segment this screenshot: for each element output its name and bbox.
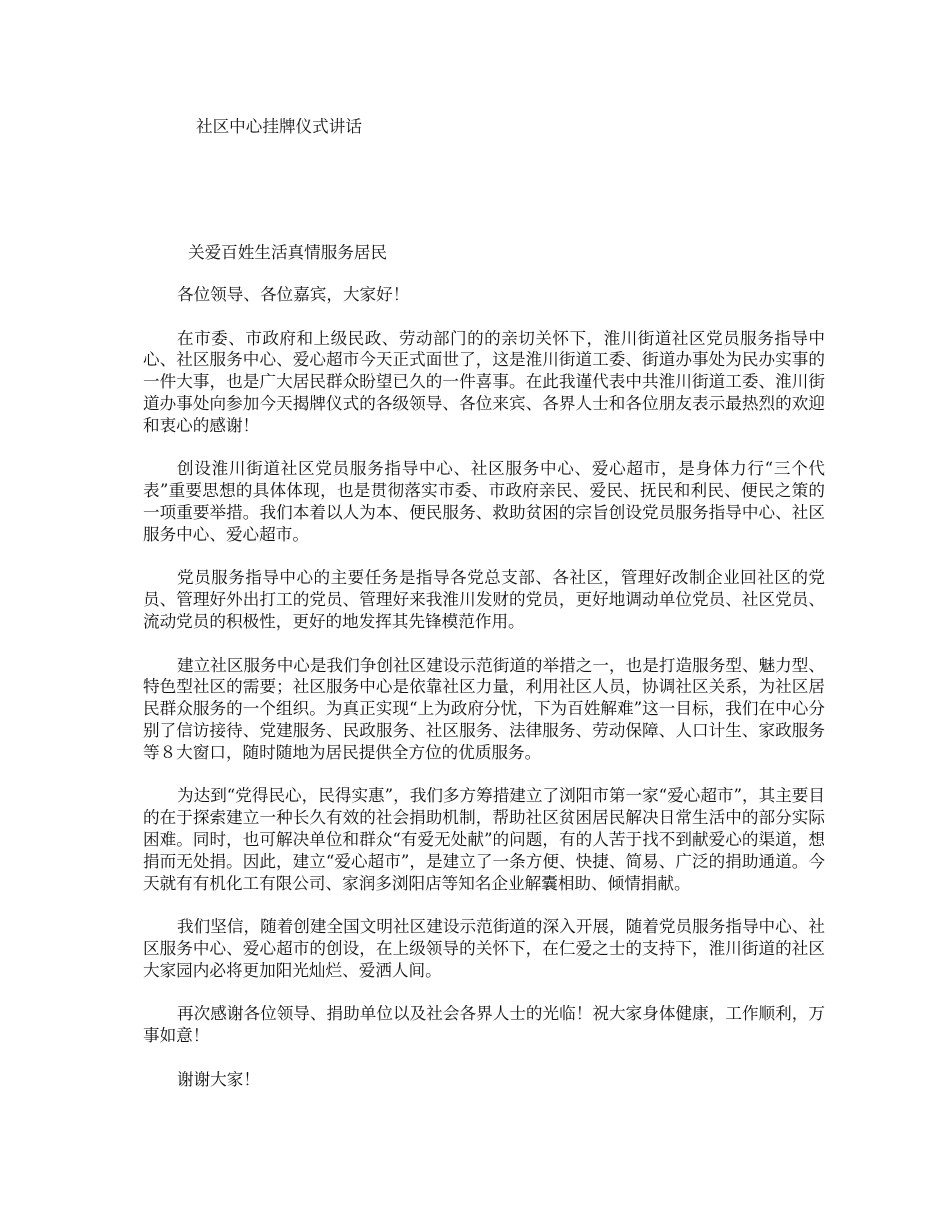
greeting: 各位领导、各位嘉宾，大家好！ — [177, 285, 410, 304]
paragraph-2: 创设淮川街道社区党员服务指导中心、社区服务中心、爱心超市，是身体力行“三个代表”重要思想的具体体现，也是贯彻落实市委、市政府亲民、爱民、抚民和利民、便民之策的一项重要举措。我们本着以人为本、便民服务、救助贫困的宗旨创设党员服务指导中心、社区服务中心、爱心超市。 — [143, 459, 825, 544]
paragraph-6: 我们坚信，随着创建全国文明社区建设示范街道的深入开展，随着党员服务指导中心、社区服务中心、爱心超市的创设，在上级领导的关怀下，在仁爱之士的支持下，淮川街道的社区大家园内必将更加阳光灿烂、爱洒人间。 — [143, 917, 825, 980]
closing: 谢谢大家！ — [177, 1069, 260, 1089]
paragraph-4: 建立社区服务中心是我们争创社区建设示范街道的举措之一，也是打造服务型、魅力型、特色型社区的需要；社区服务中心是依靠社区力量，利用社区人员，协调社区关系，为社区居民群众服务的一个组织。为真正实现“上为政府分忧，下为百姓解难”这一目标，我们在中心分别了信访接待、党建服务、民政服务、社区服务、法律服务、劳动保障、人口计生、家政服务等８大窗口，随时随地为居民提供全方位的优质服务。 — [143, 655, 825, 762]
document-title: 社区中心挂牌仪式讲话 — [196, 117, 362, 136]
paragraph-3: 党员服务指导中心的主要任务是指导各党总支部、各社区，管理好改制企业回社区的党员、管理好外出打工的党员、管理好来我淮川发财的党员，更好地调动单位党员、社区党员、流动党员的积极性，更好的地发挥其先锋模范作用。 — [143, 568, 825, 631]
paragraph-7: 再次感谢各位领导、捐助单位以及社会各界人士的光临！祝大家身体健康，工作顺利，万事如意！ — [143, 1004, 825, 1046]
document-body — [143, 284, 825, 1112]
paragraph-1: 在市委、市政府和上级民政、劳动部门的的亲切关怀下，淮川街道社区党员服务指导中心、社区服务中心、爱心超市今天正式面世了，这是淮川街道工委、街道办事处为民办实事的一件大事，也是广大居民群众盼望已久的一件喜事。在此我谨代表中共淮川街道工委、淮川街道办事处向参加今天揭牌仪式的各级领导、各位来宾、各界人士和各位朋友表示最热烈的欢迎和衷心的感谢！ — [143, 328, 825, 435]
document-subtitle: 关爱百姓生活真情服务居民 — [188, 243, 388, 262]
paragraph-5: 为达到“党得民心，民得实惠”，我们多方筹措建立了浏阳市第一家“爱心超市”，其主要目的在于探索建立一种长久有效的社会捐助机制，帮助社区贫困居民解决日常生活中的部分实际困难。同时，也可解决单位和群众“有爱无处献”的问题，有的人苦于找不到献爱心的渠道，想捐而无处捐。因此，建立“爱心超市”，是建立了一条方便、快捷、简易、广泛的捐助通道。今天就有有机化工有限公司、家润多浏阳店等知名企业解囊相助、倾情捐献。 — [143, 786, 825, 893]
